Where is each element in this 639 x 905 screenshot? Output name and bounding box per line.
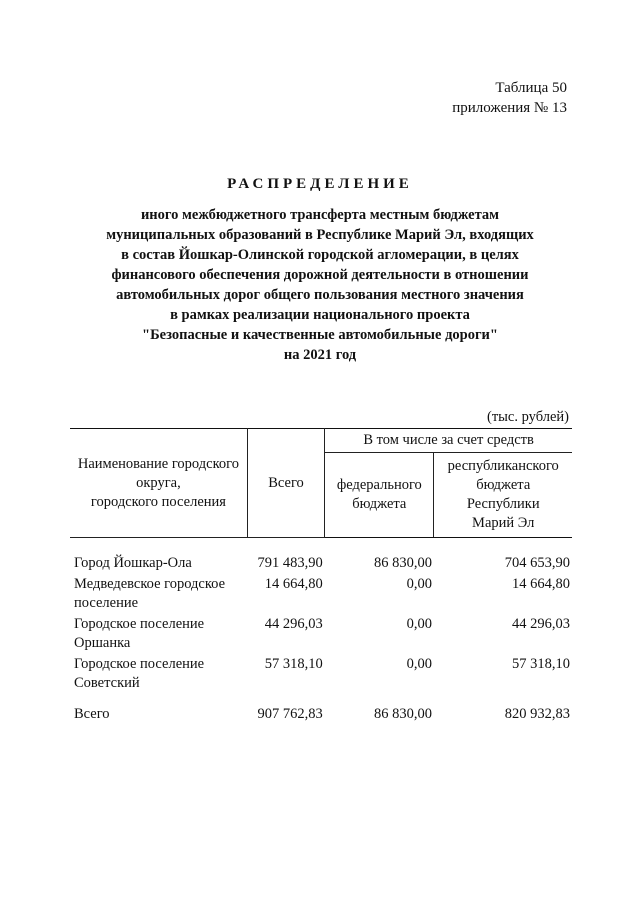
appendix-number: приложения № 13 [452,100,567,116]
row-name [70,554,247,575]
header-name-line: городского поселения [90,493,226,510]
row-name-line: Городское поселение [74,656,205,672]
table-row [70,554,572,575]
table-row [70,655,572,695]
title-subtitle [70,205,570,365]
table-total-row [70,695,572,724]
row-name-line: Город Йошкар-Ола [74,555,192,571]
total-federal: 86 830,00 [373,706,432,722]
table-row [70,615,572,655]
header-name-line: округа, [136,474,181,491]
row-federal: 0,00 [406,616,432,632]
table-reference [452,78,567,118]
header-federal-line: федерального [336,477,422,493]
row-total: 44 296,03 [264,616,323,632]
header-federal [325,453,434,538]
row-name-line: поселение [74,595,139,611]
units-label: (тыс. рублей) [487,409,569,425]
total-sum: 907 762,83 [257,706,323,722]
row-republic: 14 664,80 [512,576,570,592]
title-line: финансового обеспечения дорожной деятельности в отношении [111,267,529,283]
title-line: в рамках реализации национального проекта [170,307,470,323]
row-republic: 44 296,03 [512,616,570,632]
header-republic-line: Республики [466,496,540,512]
title-line: "Безопасные и качественные автомобильные дороги" [142,327,498,343]
title-line: муниципальных образований в Республике Марий Эл, входящих [106,227,534,243]
header-name-line: Наименование городского [77,455,239,472]
header-republic [434,453,572,538]
header-republic-line: Марий Эл [472,515,535,531]
row-federal: 0,00 [406,656,432,672]
row-federal: 86 830,00 [373,555,432,571]
row-total: 14 664,80 [264,576,323,592]
row-republic: 704 653,90 [504,555,570,571]
title-heading: РАСПРЕДЕЛЕНИЕ [227,176,413,192]
row-name [70,575,247,615]
row-name [70,655,247,695]
table-number: Таблица 50 [495,80,567,96]
header-name [70,429,247,538]
title-line: в состав Йошкар-Олинской городской агломерации, в целях [121,247,519,263]
title-line: на 2021 год [283,347,357,363]
title-line: иного межбюджетного трансферта местным бюджетам [140,207,500,223]
row-republic: 57 318,10 [512,656,570,672]
row-federal: 0,00 [406,576,432,592]
row-name-line: Советский [74,675,140,691]
total-republic: 820 932,83 [504,706,570,722]
header-federal-line: бюджета [352,496,407,512]
distribution-table [70,428,572,724]
total-name: Всего [74,706,110,722]
header-republic-line: бюджета [476,477,531,493]
header-republic-line: республиканского [447,458,559,474]
row-total: 57 318,10 [264,656,323,672]
row-total: 791 483,90 [257,555,323,571]
row-name-line: Оршанка [74,635,131,651]
document-title [70,176,570,365]
row-name-line: Городское поселение [74,616,205,632]
title-line: автомобильных дорог общего пользования местного значения [116,287,524,303]
header-total: Всего [247,429,324,538]
table-row [70,575,572,615]
row-name-line: Медведевское городское [74,576,226,592]
header-group: В том числе за счет средств [325,429,572,453]
row-name [70,615,247,655]
